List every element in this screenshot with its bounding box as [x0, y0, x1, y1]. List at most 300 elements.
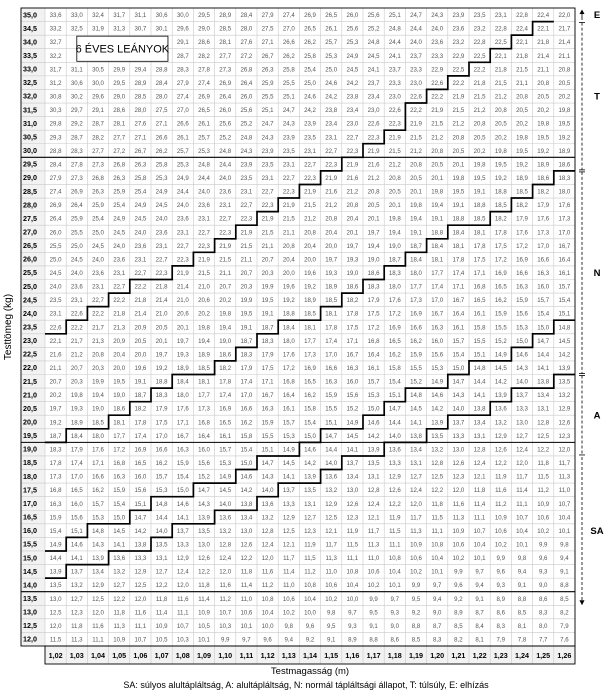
bmi-cell: 12,9	[494, 432, 507, 440]
bmi-cell: 19,4	[367, 242, 380, 250]
bmi-cell: 24,9	[134, 202, 147, 210]
bmi-cell: 15,1	[70, 527, 83, 535]
bmi-cell: 21,4	[558, 39, 571, 47]
bmi-cell: 9,9	[220, 636, 230, 644]
bmi-cell: 16,8	[473, 283, 486, 291]
bmi-cell: 9,6	[263, 636, 272, 644]
bmi-cell: 13,9	[431, 419, 444, 427]
bmi-cell: 19,8	[219, 310, 232, 318]
bmi-cell: 13,2	[113, 568, 126, 576]
bmi-cell: 9,5	[411, 595, 421, 603]
bmi-cell: 19,9	[240, 297, 253, 305]
bmi-cell: 11,6	[177, 595, 189, 603]
bmi-cell: 19,1	[240, 324, 253, 332]
bmi-cell: 12,5	[325, 514, 338, 522]
bmi-cell: 17,0	[325, 351, 338, 359]
bmi-cell: 18,5	[92, 419, 104, 427]
bmi-cell: 16,9	[388, 324, 401, 332]
bmi-cell: 17,5	[346, 324, 359, 332]
bmi-cell: 7,9	[496, 636, 506, 644]
bmi-cell: 23,8	[346, 93, 359, 101]
bmi-cell: 12,6	[346, 500, 359, 508]
bmi-cell: 15,3	[431, 365, 444, 373]
height-label: 1,15	[324, 651, 339, 660]
bmi-cell: 21,9	[261, 215, 274, 223]
bmi-cell: 27,8	[70, 161, 83, 169]
bmi-cell: 21,6	[346, 174, 359, 182]
bmi-cell: 16,1	[452, 324, 465, 332]
bmi-cell: 22,1	[537, 25, 550, 33]
bmi-cell: 11,0	[558, 487, 571, 495]
bmi-cell: 27,7	[219, 52, 232, 60]
bmi-cell: 14,8	[473, 365, 486, 373]
bmi-cell: 16,3	[431, 324, 444, 332]
bmi-cell: 22,5	[452, 66, 465, 74]
weight-label: 18,0	[23, 471, 37, 481]
bmi-cell: 9,3	[538, 568, 548, 576]
weight-label: 31,0	[23, 118, 37, 128]
bmi-cell: 21,9	[410, 120, 422, 128]
weight-label: 23,0	[23, 336, 37, 346]
bmi-cell: 23,1	[92, 283, 104, 291]
bmi-cell: 25,2	[219, 134, 232, 142]
bmi-cell: 21,0	[198, 283, 210, 291]
bmi-cell: 19,1	[473, 188, 486, 196]
weight-label: 28,0	[23, 200, 37, 210]
bmi-cell: 9,0	[432, 609, 442, 617]
bmi-cell: 11,3	[113, 622, 125, 630]
bmi-cell: 19,8	[494, 147, 507, 155]
height-label: 1,08	[175, 651, 190, 660]
bmi-cell: 12,9	[388, 473, 401, 481]
bmi-cell: 15,1	[558, 310, 571, 318]
bmi-cell: 15,5	[410, 365, 422, 373]
bmi-cell: 11,0	[283, 582, 295, 590]
bmi-cell: 10,9	[113, 636, 126, 644]
bmi-cell: 27,0	[176, 107, 189, 115]
bmi-cell: 19,8	[431, 188, 444, 196]
bmi-cell: 16,9	[494, 270, 507, 278]
bmi-cell: 24,2	[346, 79, 359, 87]
bmi-cell: 20,5	[516, 107, 528, 115]
table-frame	[21, 8, 575, 646]
bmi-cell: 18,9	[198, 351, 210, 359]
bmi-cell: 18,9	[516, 174, 528, 182]
bmi-cell: 15,9	[325, 392, 338, 400]
bmi-cell: 28,7	[70, 134, 83, 142]
bmi-cell: 25,4	[92, 215, 104, 223]
bmi-cell: 17,1	[92, 460, 104, 468]
bmi-cell: 26,6	[282, 39, 295, 47]
bmi-cell: 11,0	[325, 568, 337, 576]
bmi-cell: 25,8	[134, 174, 147, 182]
bmi-cell: 29,9	[113, 66, 126, 74]
bmi-cell: 21,5	[240, 242, 253, 250]
bmi-cell: 13,8	[537, 378, 550, 386]
bmi-cell: 19,0	[346, 270, 359, 278]
bmi-cell: 19,5	[452, 188, 465, 196]
bmi-cell: 15,7	[155, 473, 168, 481]
bmi-cell: 23,6	[134, 242, 147, 250]
bmi-cell: 15,7	[367, 378, 380, 386]
bmi-cell: 16,3	[325, 378, 338, 386]
bmi-cell: 24,8	[367, 39, 380, 47]
bmi-cell: 20,0	[282, 270, 295, 278]
bmi-cell: 12,1	[282, 541, 295, 549]
bmi-cell: 11,1	[134, 622, 147, 630]
bmi-cell: 14,7	[325, 432, 338, 440]
x-axis-title: Testmagasság (m)	[270, 666, 350, 677]
bmi-cell: 13,0	[516, 419, 528, 427]
bmi-cell: 25,0	[70, 242, 83, 250]
bmi-cell: 27,3	[92, 161, 104, 169]
bmi-cell: 24,2	[325, 93, 338, 101]
bmi-cell: 14,6	[431, 392, 444, 400]
bmi-cell: 25,3	[325, 52, 338, 60]
bmi-cell: 12,0	[134, 595, 147, 603]
bmi-cell: 11,7	[367, 527, 380, 535]
bmi-cell: 19,9	[92, 378, 104, 386]
bmi-cell: 29,1	[92, 107, 104, 115]
bmi-cell: 20,8	[494, 107, 507, 115]
bmi-cell: 25,2	[240, 120, 253, 128]
bmi-cell: 25,4	[304, 66, 316, 74]
height-label: 1,20	[430, 651, 445, 660]
bmi-cell: 12,3	[346, 514, 359, 522]
bmi-cell: 24,5	[367, 52, 380, 60]
bmi-cell: 18,3	[155, 392, 168, 400]
bmi-cell: 22,7	[176, 242, 189, 250]
bmi-cell: 25,8	[304, 52, 316, 60]
bmi-cell: 19,7	[49, 405, 62, 413]
bmi-cell: 14,9	[431, 378, 444, 386]
bmi-cell: 9,2	[454, 595, 463, 603]
bmi-cell: 20,7	[70, 365, 83, 373]
bmi-cell: 21,8	[537, 39, 550, 47]
bmi-cell: 28,9	[219, 12, 232, 20]
bmi-cell: 28,7	[92, 120, 104, 128]
bmi-cell: 27,2	[240, 52, 253, 60]
bmi-cell: 8,4	[475, 622, 484, 630]
weight-label: 34,0	[23, 37, 37, 47]
bmi-cell: 15,4	[558, 297, 571, 305]
bmi-cell: 22,2	[70, 324, 83, 332]
bmi-cell: 20,8	[388, 174, 401, 182]
bmi-cell: 21,9	[388, 134, 401, 142]
bmi-cell: 10,2	[282, 609, 295, 617]
bmi-cell: 14,2	[240, 487, 253, 495]
bmi-cell: 12,7	[304, 514, 316, 522]
bmi-cell: 23,2	[452, 39, 465, 47]
bmi-cell: 18,3	[49, 446, 62, 454]
bmi-cell: 25,9	[92, 202, 104, 210]
bmi-cell: 12,6	[494, 446, 507, 454]
bmi-cell: 17,8	[452, 256, 465, 264]
height-label: 1,25	[536, 651, 551, 660]
bmi-cell: 24,4	[388, 39, 401, 47]
bmi-cell: 22,7	[198, 229, 210, 237]
bmi-cell: 13,9	[304, 473, 316, 481]
bmi-cell: 21,5	[388, 147, 401, 155]
weight-label: 16,5	[23, 512, 37, 522]
height-label: 1,04	[91, 651, 105, 660]
bmi-cell: 22,3	[155, 270, 168, 278]
bmi-cell: 22,3	[325, 161, 338, 169]
bmi-cell: 20,1	[452, 161, 465, 169]
bmi-cell: 22,9	[431, 66, 444, 74]
bmi-cell: 14,0	[516, 378, 528, 386]
bmi-cell: 25,7	[176, 147, 189, 155]
bmi-cell: 22,0	[558, 12, 571, 20]
bmi-cell: 21,5	[282, 215, 295, 223]
bmi-cell: 14,7	[198, 487, 210, 495]
bmi-cell: 22,3	[282, 188, 295, 196]
bmi-cell: 11,0	[367, 555, 380, 563]
bmi-cell: 21,9	[198, 256, 210, 264]
bmi-cell: 21,5	[410, 134, 422, 142]
bmi-cell: 15,9	[261, 419, 274, 427]
bmi-cell: 21,5	[516, 66, 528, 74]
bmi-cell: 26,9	[219, 79, 232, 87]
bmi-cell: 14,3	[261, 473, 274, 481]
bmi-cell: 15,1	[261, 446, 274, 454]
bmi-cell: 20,3	[240, 283, 253, 291]
bmi-cell: 15,3	[282, 432, 295, 440]
height-label: 1,02	[48, 651, 63, 660]
weight-label: 26,0	[23, 254, 37, 264]
bmi-cell: 11,2	[537, 487, 549, 495]
bmi-cell: 23,1	[219, 202, 232, 210]
bmi-cell: 10,4	[261, 609, 274, 617]
bmi-cell: 18,0	[176, 392, 189, 400]
bmi-cell: 22,2	[92, 310, 104, 318]
bmi-cell: 19,3	[176, 351, 189, 359]
bmi-cell: 14,6	[240, 473, 253, 481]
bmi-cell: 19,5	[473, 174, 486, 182]
height-label: 1,23	[493, 651, 508, 660]
bmi-cell: 21,5	[494, 79, 507, 87]
bmi-cell: 23,6	[113, 256, 126, 264]
bmi-cell: 11,5	[537, 473, 549, 481]
bmi-cell: 22,2	[113, 297, 126, 305]
bmi-cell: 23,7	[388, 66, 401, 74]
bmi-cell: 28,5	[134, 93, 147, 101]
bmi-cell: 28,1	[219, 39, 232, 47]
bmi-cell: 16,9	[304, 365, 316, 373]
bmi-cell: 17,6	[516, 229, 528, 237]
bmi-cell: 22,1	[494, 52, 507, 60]
bmi-cell: 27,4	[176, 93, 189, 101]
weight-label: 12,0	[23, 634, 37, 644]
bmi-cell: 27,3	[219, 66, 232, 74]
bmi-cell: 30,0	[92, 79, 104, 87]
bmi-cell: 14,1	[537, 365, 550, 373]
bmi-cell: 16,2	[240, 419, 253, 427]
bmi-cell: 11,6	[495, 487, 507, 495]
bmi-cell: 21,6	[367, 161, 380, 169]
bmi-cell: 19,0	[219, 337, 232, 345]
bmi-cell: 16,3	[113, 473, 126, 481]
bmi-cell: 12,2	[240, 555, 253, 563]
bmi-cell: 20,5	[494, 120, 507, 128]
bmi-cell: 21,7	[558, 25, 571, 33]
bmi-cell: 13,1	[473, 432, 486, 440]
bmi-cell: 23,6	[452, 25, 465, 33]
bmi-cell: 28,2	[198, 52, 210, 60]
bmi-cell: 23,5	[240, 174, 253, 182]
bmi-cell: 25,4	[113, 202, 126, 210]
bmi-cell: 16,5	[219, 419, 232, 427]
bmi-cell: 23,7	[410, 52, 422, 60]
bmi-cell: 28,3	[70, 147, 83, 155]
bmi-cell: 24,2	[304, 107, 316, 115]
weight-label: 30,5	[23, 132, 37, 142]
bmi-cell: 24,4	[176, 188, 189, 196]
bmi-cell: 16,1	[219, 432, 232, 440]
bmi-cell: 11,1	[431, 527, 443, 535]
bmi-cell: 10,6	[240, 609, 253, 617]
bmi-cell: 13,2	[261, 514, 274, 522]
weight-label: 20,5	[23, 403, 37, 413]
bmi-cell: 19,4	[219, 324, 232, 332]
bmi-cell: 12,4	[410, 487, 422, 495]
bmi-cell: 21,4	[134, 310, 147, 318]
weight-label: 12,5	[23, 621, 37, 631]
bmi-cell: 15,3	[155, 487, 168, 495]
category-label: T	[594, 91, 600, 103]
bmi-cell: 12,2	[155, 582, 168, 590]
bmi-cell: 20,6	[198, 297, 210, 305]
bmi-cell: 12,5	[49, 609, 62, 617]
bmi-cell: 20,8	[325, 215, 338, 223]
bmi-cell: 11,2	[304, 568, 316, 576]
bmi-cell: 21,0	[155, 310, 168, 318]
bmi-cell: 21,4	[155, 297, 168, 305]
bmi-cell: 13,0	[452, 446, 465, 454]
bmi-cell: 14,7	[388, 405, 401, 413]
bmi-cell: 17,6	[282, 351, 295, 359]
bmi-cell: 17,5	[155, 419, 168, 427]
bmi-cell: 16,9	[134, 446, 147, 454]
bmi-cell: 13,0	[346, 487, 359, 495]
weight-label: 34,5	[23, 23, 37, 33]
bmi-cell: 26,2	[282, 52, 295, 60]
bmi-cell: 15,4	[49, 527, 62, 535]
bmi-cell: 10,4	[346, 582, 359, 590]
bmi-cell: 12,8	[219, 541, 232, 549]
bmi-cell: 29,0	[113, 93, 126, 101]
bmi-cell: 23,5	[304, 134, 316, 142]
bmi-cell: 21,3	[113, 324, 126, 332]
bmi-cell: 15,9	[176, 460, 189, 468]
bmi-cell: 10,3	[176, 636, 189, 644]
bmi-cell: 8,3	[538, 609, 548, 617]
bmi-cell: 19,2	[537, 147, 550, 155]
bmi-cell: 19,0	[92, 405, 104, 413]
bmi-cell: 21,5	[473, 93, 486, 101]
bmi-cell: 14,7	[537, 337, 550, 345]
bmi-cell: 10,2	[452, 555, 465, 563]
bmi-cell: 24,3	[431, 12, 444, 20]
bmi-cell: 17,5	[494, 242, 507, 250]
bmi-cell: 30,0	[176, 12, 189, 20]
bmi-cell: 20,8	[282, 242, 295, 250]
bmi-cell: 18,7	[261, 324, 274, 332]
bmi-cell: 19,6	[134, 365, 147, 373]
bmi-cell: 14,2	[494, 378, 507, 386]
bmi-cell: 15,4	[113, 500, 126, 508]
bmi-cell: 21,2	[494, 93, 507, 101]
bmi-cell: 22,3	[388, 120, 401, 128]
bmi-cell: 12,6	[198, 555, 210, 563]
bmi-cell: 19,2	[304, 283, 316, 291]
bmi-cell: 14,3	[198, 500, 210, 508]
bmi-cell: 28,1	[113, 120, 126, 128]
bmi-cell: 17,7	[113, 432, 126, 440]
bmi-cell: 12,5	[282, 527, 295, 535]
bmi-cell: 21,8	[155, 283, 168, 291]
bmi-cell: 26,8	[240, 66, 253, 74]
bmi-cell: 16,0	[537, 283, 550, 291]
bmi-cell: 23,0	[346, 120, 359, 128]
bmi-cell: 24,0	[92, 256, 104, 264]
bmi-cell: 15,3	[219, 460, 232, 468]
bmi-cell: 24,0	[198, 188, 210, 196]
bmi-cell: 16,8	[198, 419, 210, 427]
bmi-cell: 20,5	[537, 93, 550, 101]
bmi-cell: 13,5	[198, 527, 210, 535]
bmi-cell: 24,5	[70, 256, 83, 264]
category-label: SA	[590, 526, 604, 538]
weight-label: 24,0	[23, 308, 37, 318]
bmi-cell: 8,8	[411, 622, 421, 630]
bmi-cell: 13,6	[388, 446, 401, 454]
bmi-cell: 24,5	[113, 229, 126, 237]
bmi-cell: 16,4	[367, 351, 380, 359]
bmi-cell: 10,4	[473, 541, 486, 549]
bmi-cell: 25,3	[155, 174, 168, 182]
bmi-cell: 8,9	[496, 595, 506, 603]
bmi-cell: 11,3	[71, 636, 83, 644]
bmi-cell: 25,0	[92, 229, 104, 237]
bmi-cell: 24,0	[155, 215, 168, 223]
category-label: A	[593, 410, 601, 422]
bmi-cell: 18,9	[325, 283, 338, 291]
bmi-cell: 19,8	[388, 215, 401, 223]
bmi-cell: 22,3	[261, 202, 274, 210]
bmi-cell: 10,3	[219, 622, 232, 630]
bmi-cell: 26,1	[325, 25, 338, 33]
bmi-cell: 25,3	[346, 39, 359, 47]
bmi-cell: 25,7	[325, 39, 338, 47]
bmi-cell: 26,7	[261, 52, 274, 60]
bmi-cell: 9,7	[348, 609, 357, 617]
bmi-cell: 14,8	[410, 392, 422, 400]
bmi-cell: 17,3	[49, 473, 62, 481]
bmi-cell: 19,4	[198, 337, 210, 345]
bmi-cell: 12,5	[92, 595, 104, 603]
bmi-cell: 18,4	[431, 242, 444, 250]
bmi-cell: 11,1	[177, 609, 189, 617]
bmi-cell: 19,2	[494, 174, 507, 182]
bmi-cell: 13,1	[155, 555, 168, 563]
bmi-cell: 28,4	[49, 161, 62, 169]
bmi-cell: 18,7	[240, 337, 253, 345]
bmi-cell: 22,4	[516, 25, 528, 33]
bmi-cell: 10,1	[473, 555, 486, 563]
bmi-cell: 21,2	[325, 202, 338, 210]
bmi-cell: 12,0	[410, 500, 422, 508]
